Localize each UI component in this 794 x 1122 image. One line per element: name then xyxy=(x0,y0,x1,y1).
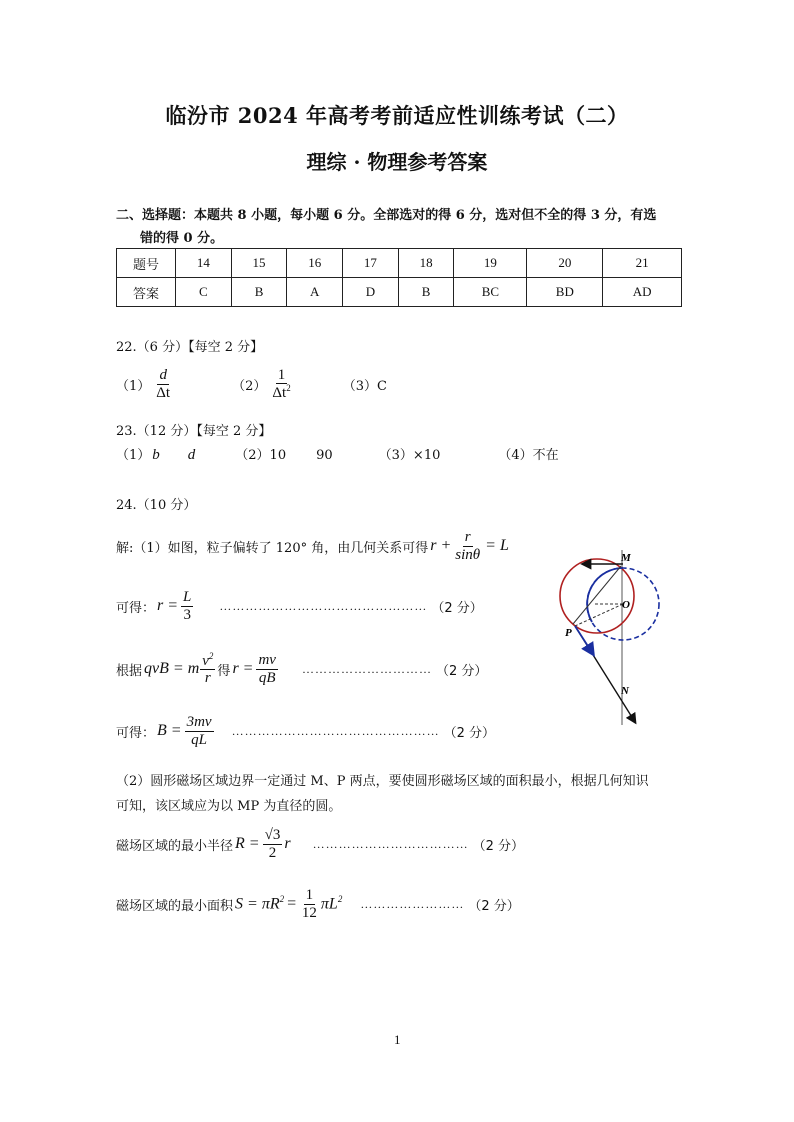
q24-line4-fraction xyxy=(185,714,214,748)
q24-part2-line2: 可知，该区域应为以 MP 为直径的圆。 xyxy=(116,799,342,814)
fraction-numerator: 1 xyxy=(277,366,286,383)
table-cell: B xyxy=(231,278,287,307)
fraction-denominator: 2 xyxy=(268,844,277,861)
q24-line4-text: 可得： xyxy=(116,725,156,741)
q23-part4: （4）不在 xyxy=(498,448,559,463)
table-cell: 21 xyxy=(603,249,682,278)
table-cell: 16 xyxy=(287,249,343,278)
q23-part3: （3）×10 xyxy=(378,448,441,463)
answer-table xyxy=(116,248,682,307)
fraction-numerator: L xyxy=(183,589,192,605)
section2-intro-line1: 二、选择题：本题共 8 小题，每小题 6 分。全部选对的得 6 分，选对但不全的得 3 分，有选 xyxy=(116,208,657,223)
q24-line2-text: 可得： xyxy=(116,600,156,616)
page-title: 临汾市 2024 年高考考前适应性训练考试（二） xyxy=(165,103,629,128)
chord-mp xyxy=(573,566,621,624)
fraction-numerator: d xyxy=(159,367,167,383)
q22-fraction-1 xyxy=(154,367,172,401)
fraction-denominator: Δt xyxy=(156,384,171,401)
q23-part1-label: （1） xyxy=(116,448,151,463)
leader-dots: ……………………………… xyxy=(312,836,469,851)
page-subtitle: 理综 · 物理参考答案 xyxy=(306,150,488,174)
q24-line5-rhs: r xyxy=(284,835,291,852)
q24-line6-fraction xyxy=(300,887,319,921)
table-row xyxy=(117,249,682,278)
trajectory-arc xyxy=(587,568,623,622)
q24-line3 xyxy=(116,648,487,690)
label-o: O xyxy=(622,599,630,611)
q22-heading: 22.（6 分）【每空 2 分】 xyxy=(116,340,264,355)
fraction-numerator: mv xyxy=(258,652,276,668)
q24-line1-eq: = L xyxy=(485,537,509,554)
q24-line2-lhs: r = xyxy=(157,597,179,614)
q23-answer-d: d xyxy=(187,447,196,463)
table-row-label: 题号 xyxy=(117,249,176,278)
q24-line1 xyxy=(116,526,509,566)
q22-fraction-2 xyxy=(270,367,292,402)
fraction-denominator: r xyxy=(204,670,211,686)
table-cell: BD xyxy=(527,278,603,307)
leader-dots: ………………………… xyxy=(301,661,432,676)
table-row-label: 答案 xyxy=(117,278,176,307)
fraction-numerator: √3 xyxy=(264,827,281,843)
q24-line3-fraction2 xyxy=(256,652,278,686)
q22-part3: （3）C xyxy=(342,378,387,394)
q24-line6 xyxy=(116,884,520,924)
score-label: （2 分） xyxy=(431,600,483,616)
q24-line3-b: r = xyxy=(232,660,254,677)
table-cell: 19 xyxy=(454,249,527,278)
q23-part2: （2）10 xyxy=(235,448,287,463)
table-cell: 14 xyxy=(176,249,232,278)
q23-answer-b: b xyxy=(152,447,160,463)
q24-line3-a: qvB = m xyxy=(144,660,200,677)
q24-line6-rhs: $\pi L^2$ xyxy=(320,894,343,913)
q24-line2-fraction xyxy=(181,589,193,623)
label-m: M xyxy=(621,552,631,564)
table-cell: 18 xyxy=(398,249,454,278)
q24-line3-mid: 得 xyxy=(217,663,231,679)
q24-line3-fraction1 xyxy=(200,652,215,687)
q24-line4-lhs: B = xyxy=(157,722,182,739)
q24-line1-text: 解:（1）如图，粒子偏转了 120° 角，由几何关系可得 xyxy=(116,540,429,556)
leader-dots: …………………… xyxy=(360,896,465,911)
q24-line4 xyxy=(116,710,495,752)
q24-line5-fraction xyxy=(263,827,283,861)
q22-part2-label: （2） xyxy=(232,378,267,394)
table-cell: 17 xyxy=(343,249,399,278)
table-cell: B xyxy=(398,278,454,307)
section2-intro-line2: 错的得 0 分。 xyxy=(140,231,224,246)
table-cell: D xyxy=(343,278,399,307)
table-cell: A xyxy=(287,278,343,307)
fraction-denominator: $\Delta t^2$ xyxy=(272,383,291,401)
fraction-numerator: r xyxy=(464,529,471,545)
q24-line2 xyxy=(116,586,483,626)
fraction-denominator: 12 xyxy=(301,904,317,921)
q24-line6-lhs: $S = \pi R^2$ xyxy=(235,894,285,913)
magnetic-field-diagram xyxy=(545,540,665,740)
q24-line6-text: 磁场区域的最小面积 xyxy=(116,898,234,914)
fraction-numerator: $v^2$ xyxy=(202,650,214,669)
q24-line5-text: 磁场区域的最小半径 xyxy=(116,838,234,854)
score-label: （2 分） xyxy=(468,898,520,914)
q23-answers xyxy=(116,444,559,464)
q24-line3-text: 根据 xyxy=(116,663,143,679)
score-label: （2 分） xyxy=(472,838,524,854)
table-cell: C xyxy=(176,278,232,307)
fraction-denominator: 3 xyxy=(183,606,191,623)
field-region-circle xyxy=(560,559,634,633)
radius-dashed-2 xyxy=(575,604,623,626)
q23-heading: 23.（12 分）【每空 2 分】 xyxy=(116,424,272,439)
q24-heading: 24.（10 分） xyxy=(116,498,197,513)
q24-line6-mid: = xyxy=(286,895,297,912)
score-label: （2 分） xyxy=(443,725,495,741)
fraction-denominator: qB xyxy=(258,669,276,686)
q24-line5-lhs: R = xyxy=(235,835,260,852)
fraction-numerator: 3mv xyxy=(186,714,212,730)
fraction-denominator: sinθ xyxy=(455,546,481,563)
q24-line1-r: r + xyxy=(430,537,452,554)
q24-line5 xyxy=(116,824,524,864)
q24-part2-line1: （2）圆形磁场区域边界一定通过 M、P 两点，要使圆形磁场区域的面积最小，根据几何知识 xyxy=(116,774,649,789)
score-label: （2 分） xyxy=(435,663,488,679)
q22-part1-label: （1） xyxy=(116,378,151,394)
leader-dots: ………………………………………… xyxy=(219,598,428,613)
table-cell: BC xyxy=(454,278,527,307)
q22-answers xyxy=(116,366,387,402)
label-n: N xyxy=(621,685,629,697)
fraction-numerator: 1 xyxy=(305,887,314,903)
label-p: P xyxy=(565,627,572,639)
q24-line1-fraction xyxy=(453,529,482,563)
table-cell: 15 xyxy=(231,249,287,278)
fraction-denominator: qL xyxy=(191,731,208,748)
table-row xyxy=(117,278,682,307)
q23-answer-90: 90 xyxy=(316,448,333,463)
table-cell: AD xyxy=(603,278,682,307)
leader-dots: ………………………………………… xyxy=(231,723,440,738)
page-number: 1 xyxy=(394,1032,401,1047)
table-cell: 20 xyxy=(527,249,603,278)
